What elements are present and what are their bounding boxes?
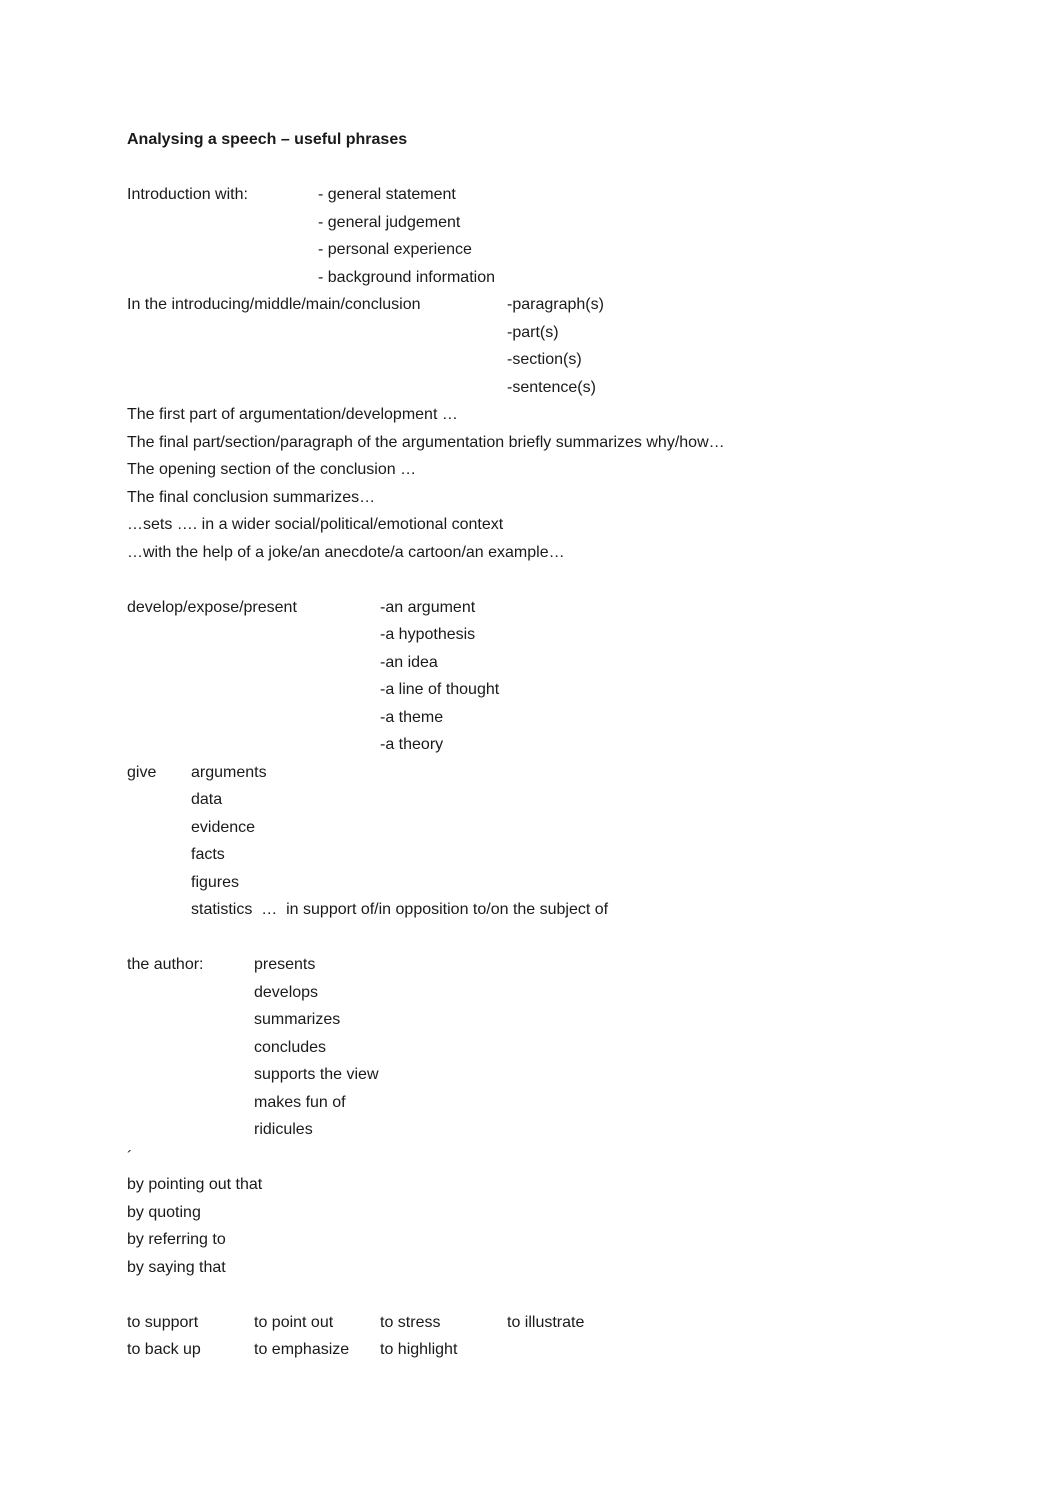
list-item: -part(s) [507,323,559,341]
blank-line [127,566,1021,594]
paragraph-phrases [127,401,1021,566]
verb-cell: to illustrate [507,1313,585,1331]
list-item: makes fun of [254,1093,346,1111]
list-item: presents [254,956,316,973]
list-item: -a theory [380,736,444,753]
phrase-line: The final part/section/paragraph of the argumentation briefly summarizes why/how… [127,433,725,451]
list-item: -a hypothesis [380,626,476,643]
list-item: -a theme [380,708,444,726]
phrase-line: …sets …. in a wider social/political/emotional context [127,516,504,533]
list-item: supports the view [254,1066,379,1083]
in-the-items [507,291,1021,401]
verb-cell: to highlight [380,1341,458,1358]
accent-mark: ´ [127,1148,133,1166]
verbs-row [127,1309,1021,1337]
blank-line [127,1281,1021,1309]
list-item: concludes [254,1038,327,1056]
list-item: -an idea [380,653,438,671]
verb-cell: to point out [254,1313,334,1331]
develop-section [127,594,1021,759]
list-item: -a line of thought [380,681,500,698]
phrase-line: The final conclusion summarizes… [127,488,376,506]
in-the-label: In the introducing/middle/main/conclusion [127,296,421,313]
introduction-section [127,181,1021,291]
in-the-section [127,291,1021,401]
list-item: develops [254,983,319,1001]
verb-cell: to emphasize [254,1341,350,1358]
blank-line [127,154,1021,182]
list-item: -paragraph(s) [507,296,604,313]
introduction-items [318,181,1021,291]
list-item: statistics … in support of/in opposition to/on the subject of [191,901,609,918]
blank-line [127,924,1021,952]
verb-cell: to stress [380,1313,441,1331]
phrase-line: …with the help of a joke/an anecdote/a cartoon/an example… [127,543,565,561]
list-item: arguments [191,763,267,781]
verbs-row [127,1336,1021,1364]
phrase-line: by saying that [127,1258,226,1276]
list-item: - background information [318,268,495,286]
author-label: the author: [127,956,204,973]
list-item: facts [191,846,225,863]
develop-items [380,594,1021,759]
verb-cell: to back up [127,1341,201,1358]
give-section [127,759,1021,924]
phrase-line: by referring to [127,1231,226,1248]
phrase-line: The first part of argumentation/development … [127,406,458,423]
by-phrases-section [127,1171,1021,1281]
list-item: -sentence(s) [507,378,596,396]
list-item: - general judgement [318,213,461,231]
verb-cell: to support [127,1313,199,1331]
give-items [191,759,1021,924]
phrase-line: by quoting [127,1203,201,1221]
phrase-line: The opening section of the conclusion … [127,461,417,478]
introduction-label: Introduction with: [127,186,248,203]
phrase-line: by pointing out that [127,1176,263,1193]
list-item: data [191,791,223,808]
list-item: evidence [191,818,256,836]
give-label: give [127,763,157,781]
author-items [254,951,1021,1144]
develop-label: develop/expose/present [127,598,297,616]
list-item: - personal experience [318,241,472,258]
page-title: Analysing a speech – useful phrases [127,131,408,148]
list-item: ridicules [254,1121,313,1138]
verbs-table [127,1309,1021,1364]
list-item: - general statement [318,186,456,203]
list-item: figures [191,873,240,891]
list-item: -an argument [380,598,476,616]
list-item: summarizes [254,1011,341,1028]
author-section [127,951,1021,1144]
list-item: -section(s) [507,351,582,368]
